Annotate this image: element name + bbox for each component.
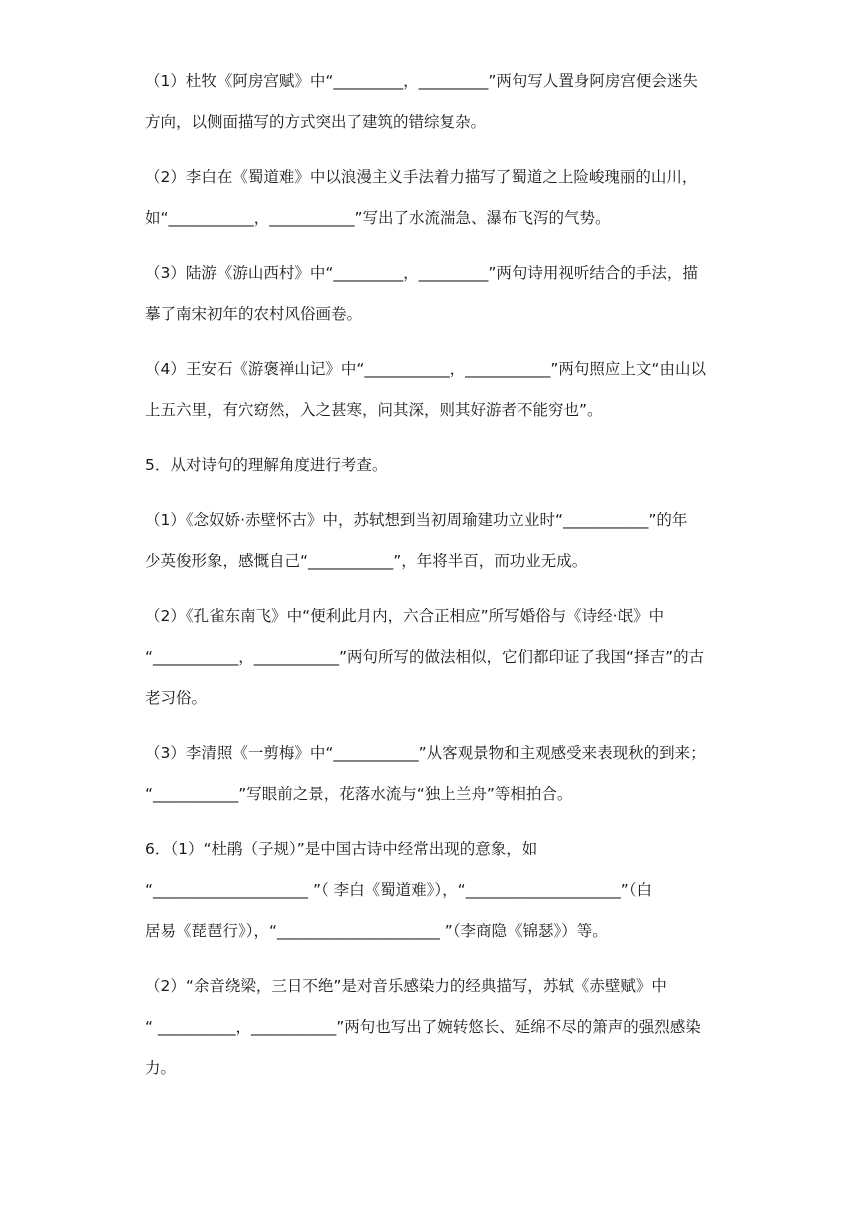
q4-2-line-1: （2）李白在《蜀道难》中以浪漫主义手法着力描写了蜀道之上险峻瑰丽的山川， (145, 168, 698, 186)
q4-1-line-1: （1）杜牧《阿房宫赋》中“_________，_________”两句写人置身阿房宫便会迷失 (145, 72, 698, 90)
q4-3-line-2: 摹了南宋初年的农村风俗画卷。 (145, 305, 363, 323)
q6-1-line-1: 6．（1）“杜鹃（子规）”是中国古诗中经常出现的意象，如 (145, 840, 538, 858)
q6-2-line-3: 力。 (145, 1059, 177, 1077)
q6-2-line-2: “ __________，___________”两句也写出了婉转悠长、延绵不尽的箫声的强烈感染 (145, 1018, 701, 1036)
q4-3-line-1: （3）陆游《游山西村》中“_________，_________”两句诗用视听结合的手法，描 (145, 264, 698, 282)
q4-4-line-2: 上五六里，有穴窈然，入之甚寒，问其深，则其好游者不能穷也”。 (145, 401, 603, 419)
q5-heading: 5．从对诗句的理解角度进行考查。 (145, 456, 388, 474)
q5-2-line-1: （2）《孔雀东南飞》中“便利此月内，六合正相应”所写婚俗与《诗经·氓》中 (145, 607, 665, 625)
q5-2-line-2: “___________，___________”两句所写的做法相似，它们都印证了我国“择吉”的古 (145, 648, 705, 666)
q6-1-line-2: “____________________ ”（ 李白《蜀道难》），“____________________”（白 (145, 881, 652, 899)
q5-1-line-1: （1）《念奴娇·赤壁怀古》中，苏轼想到当初周瑜建功立业时“___________”的年 (145, 511, 688, 529)
q5-2-line-3: 老习俗。 (145, 689, 208, 707)
q4-4-line-1: （4）王安石《游褒禅山记》中“___________，___________”两句照应上文“由山以 (145, 360, 706, 378)
q6-1-line-3: 居易《琵琶行》），“_____________________ ”（李商隐《锦瑟》）等。 (145, 922, 608, 940)
q4-2-line-2: 如“___________，___________”写出了水流湍急、瀑布飞泻的气势。 (145, 209, 611, 227)
q5-3-line-2: “___________”写眼前之景，花落水流与“独上兰舟”等相拍合。 (145, 785, 573, 803)
q5-1-line-2: 少英俊形象，感慨自己“___________”，年将半百，而功业无成。 (145, 552, 588, 570)
q6-2-line-1: （2）“余音绕梁，三日不绝”是对音乐感染力的经典描写，苏轼《赤壁赋》中 (145, 977, 667, 995)
q4-1-line-2: 方向，以侧面描写的方式突出了建筑的错综复杂。 (145, 113, 487, 131)
q5-3-line-1: （3）李清照《一剪梅》中“___________”从客观景物和主观感受来表现秋的到来； (145, 744, 706, 762)
